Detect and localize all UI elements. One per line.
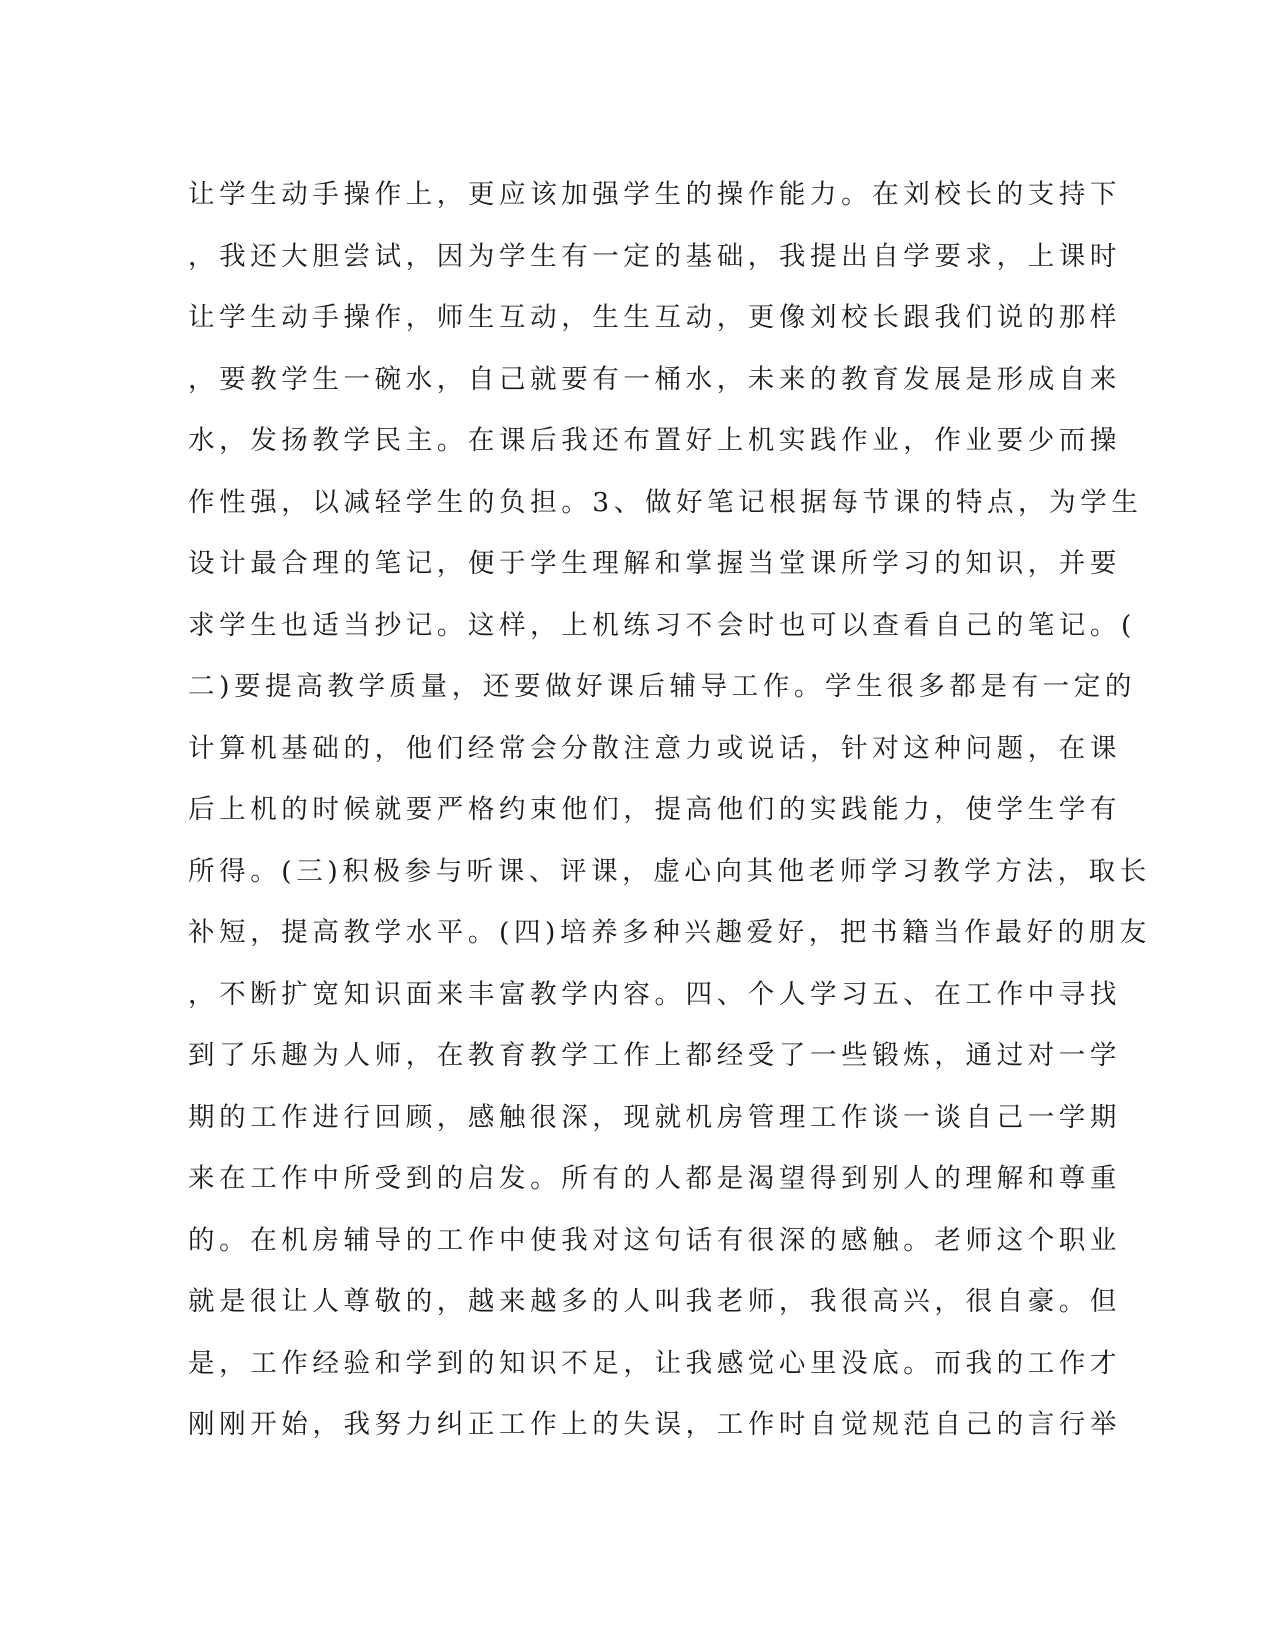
text-line: 后上机的时候就要严格约束他们，提高他们的实践能力，使学生学有 [188, 794, 1121, 825]
text-line: 所得。(三)积极参与听课、评课，虚心向其他老师学习教学方法，取长 [188, 855, 1151, 887]
text-line: ，不断扩宽知识面来丰富教学内容。四、个人学习五、在工作中寻找 [188, 978, 1121, 1010]
text-line: 水，发扬教学民主。在课后我还布置好上机实践作业，作业要少而操 [188, 425, 1121, 456]
text-line: 就是很让人尊敬的，越来越多的人叫我老师，我很高兴，很自豪。但 [188, 1286, 1121, 1317]
text-line: 让学生动手操作，师生互动，生生互动，更像刘校长跟我们说的那样 [188, 302, 1121, 333]
text-line: 补短，提高教学水平。(四)培养多种兴趣爱好，把书籍当作最好的朋友 [188, 917, 1151, 948]
text-line: 二)要提高教学质量，还要做好课后辅导工作。学生很多都是有一定的 [188, 671, 1136, 702]
text-line: ，要教学生一碗水，自己就要有一桶水，未来的教育发展是形成自来 [188, 363, 1121, 395]
text-line: 计算机基础的，他们经常会分散注意力或说话，针对这种问题，在课 [188, 732, 1121, 764]
text-line: ，我还大胆尝试，因为学生有一定的基础，我提出自学要求，上课时 [188, 240, 1121, 272]
text-line: 刚刚开始，我努力纠正工作上的失误，工作时自觉规范自己的言行举 [188, 1409, 1121, 1440]
text-line: 期的工作进行回顾，感触很深，现就机房管理工作谈一谈自己一学期 [188, 1101, 1121, 1133]
body-text [188, 164, 1151, 1456]
text-line: 求学生也适当抄记。这样，上机练习不会时也可以查看自己的笔记。( [188, 609, 1136, 641]
text-line: 到了乐趣为人师，在教育教学工作上都经受了一些锻炼，通过对一学 [188, 1040, 1121, 1071]
text-line: 的。在机房辅导的工作中使我对这句话有很深的感触。老师这个职业 [188, 1224, 1121, 1256]
text-line: 是，工作经验和学到的知识不足，让我感觉心里没底。而我的工作才 [188, 1347, 1121, 1379]
text-line: 作性强，以减轻学生的负担。3、做好笔记根据每节课的特点，为学生 [188, 486, 1143, 518]
text-line: 让学生动手操作上，更应该加强学生的操作能力。在刘校长的支持下 [188, 179, 1121, 210]
text-line: 来在工作中所受到的启发。所有的人都是渴望得到别人的理解和尊重 [188, 1163, 1121, 1194]
text-line: 设计最合理的笔记，便于学生理解和掌握当堂课所学习的知识，并要 [188, 548, 1121, 579]
